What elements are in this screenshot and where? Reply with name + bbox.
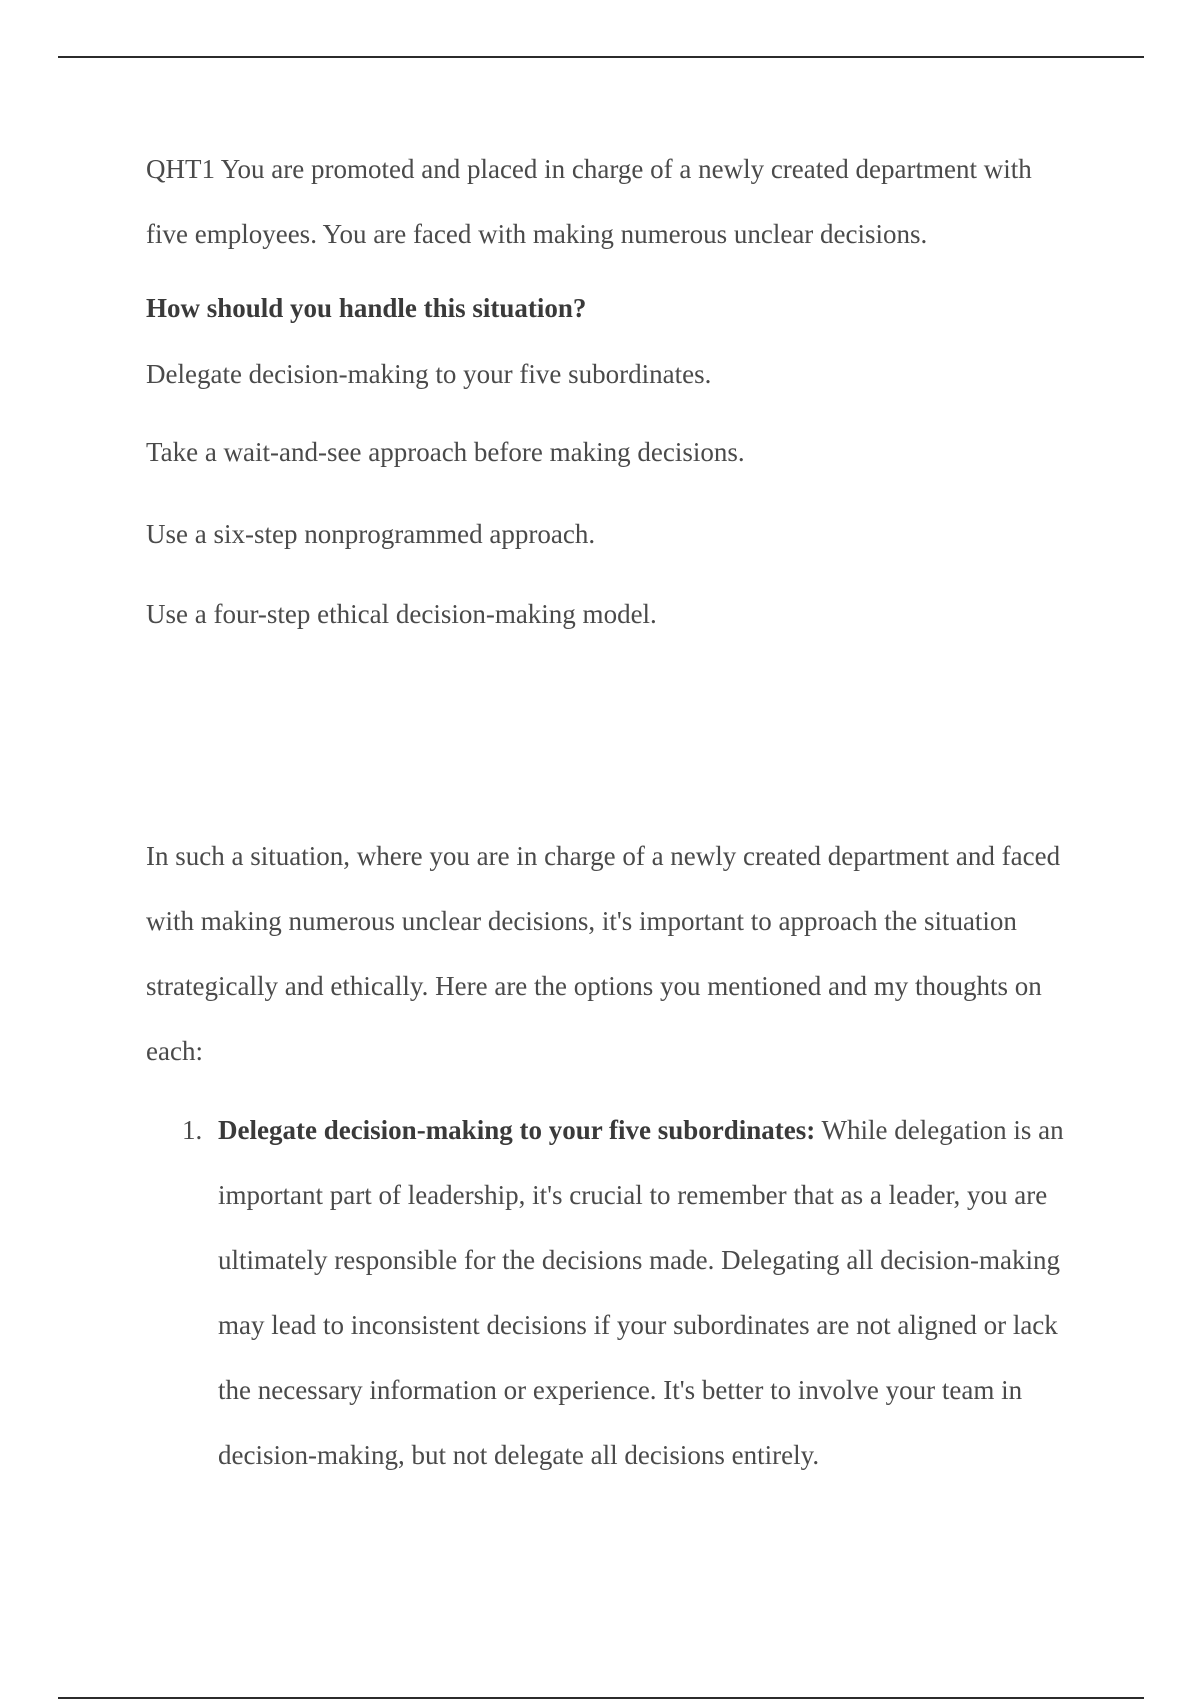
list-item	[146, 1098, 1086, 1488]
question-text: QHT1 You are promoted and placed in charge of a newly created department with five employees. You are faced with making numerous unclear decisions.	[146, 154, 1032, 249]
answer-option-2: Take a wait-and-see approach before making decisions.	[146, 437, 745, 467]
answer-option-3: Use a six-step nonprogrammed approach.	[146, 519, 596, 549]
answer-option-1: Delegate decision-making to your five subordinates.	[146, 359, 712, 389]
footer-rule	[58, 1697, 1144, 1699]
answer-list	[146, 1098, 1086, 1488]
list-item-body: While delegation is an important part of leadership, it's crucial to remember that as a leader, you are ultimately responsible for the decisions made. Delegating all decision-making may lead to inconsistent decisions if your subordinates are not aligned or lack the necessary information or experience. It's better to involve your team in decision-making, but not delegate all decisions entirely.	[218, 1115, 1064, 1470]
list-item-title: Delegate decision-making to your five subordinates:	[218, 1115, 816, 1145]
answer-option-4: Use a four-step ethical decision-making model.	[146, 599, 657, 629]
list-item-number: 1.	[182, 1115, 203, 1145]
answer-intro: In such a situation, where you are in charge of a newly created department and faced with making numerous unclear decisions, it's important to approach the situation strategically and ethically. Here are the options you mentioned and my thoughts on each:	[146, 841, 1061, 1066]
header-rule	[58, 56, 1144, 58]
question-prompt: How should you handle this situation?	[146, 293, 587, 323]
